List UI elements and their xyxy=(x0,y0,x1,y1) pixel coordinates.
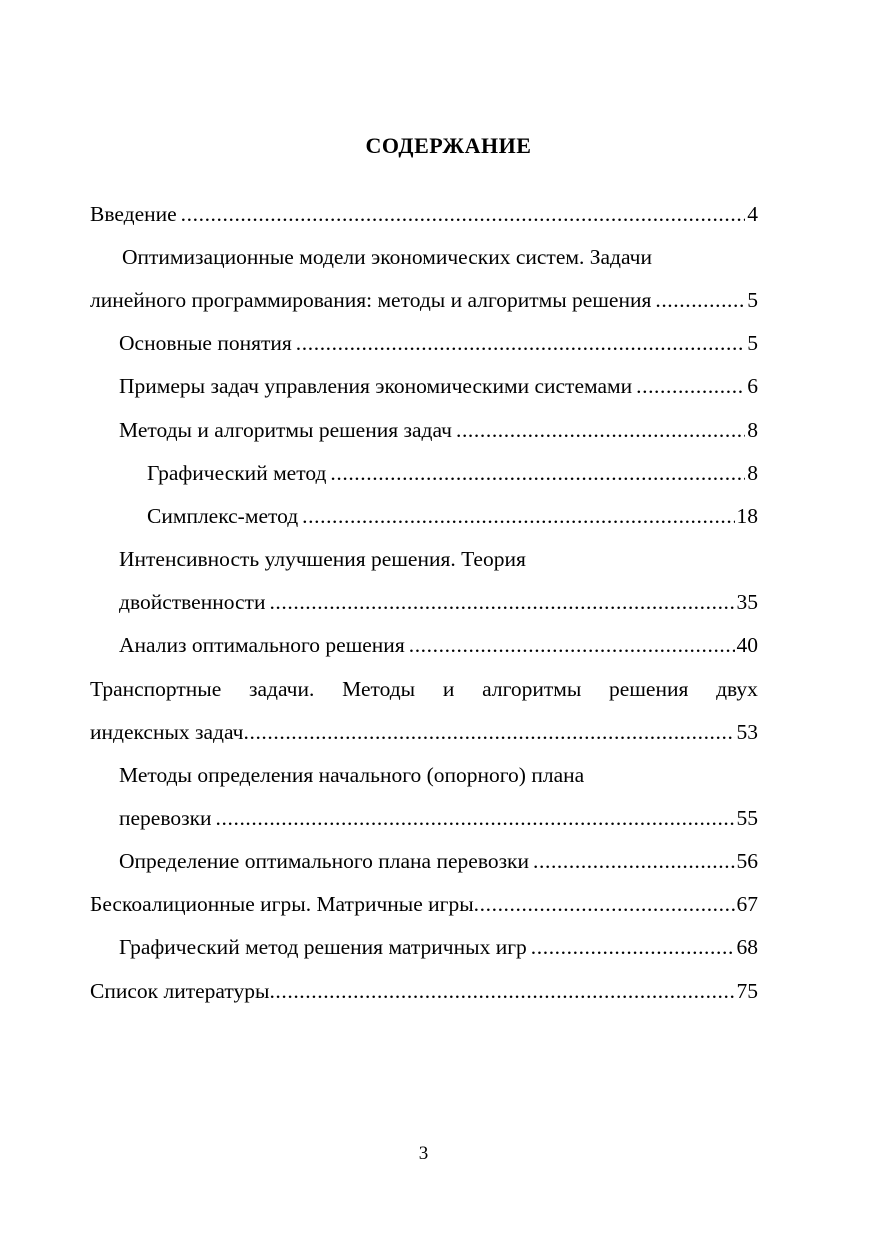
dot-leader xyxy=(533,846,734,876)
toc-entry-optimal-plan[interactable] xyxy=(119,846,758,876)
toc-entry-text: Симплекс-метод xyxy=(147,504,299,528)
page-number: 3 xyxy=(418,1143,429,1164)
dot-leader xyxy=(244,717,735,747)
toc-entry-text: перевозки xyxy=(119,806,212,830)
toc-entry-page: 18 xyxy=(736,504,758,528)
toc-entry-text: Список литературы xyxy=(90,979,270,1003)
toc-word: задачи. xyxy=(249,677,315,701)
toc-entry-page: 6 xyxy=(747,374,758,398)
toc-entry-optimization-line1[interactable] xyxy=(122,242,652,272)
dot-leader xyxy=(456,415,745,445)
toc-entry-page: 56 xyxy=(736,849,758,873)
dot-leader xyxy=(474,889,735,919)
toc-entry-text: Оптимизационные модели экономических систем. Задачи xyxy=(122,245,652,269)
toc-entry-references[interactable] xyxy=(90,976,758,1006)
page-title: СОДЕРЖАНИЕ xyxy=(365,133,532,158)
dot-leader xyxy=(636,371,745,401)
toc-entry-text: Примеры задач управления экономическими системами xyxy=(119,374,633,398)
dot-leader xyxy=(302,501,734,531)
toc-entry-page: 8 xyxy=(747,418,758,442)
toc-word: Транспортные xyxy=(90,677,222,701)
toc-entry-noncooperative-games[interactable] xyxy=(90,889,758,919)
toc-entry-page: 75 xyxy=(736,979,758,1003)
dot-leader xyxy=(655,285,745,315)
toc-entry-text: Анализ оптимального решения xyxy=(119,633,405,657)
toc-entry-transport-line2[interactable] xyxy=(90,717,758,747)
toc-entry-page: 5 xyxy=(747,331,758,355)
toc-word: Методы xyxy=(342,677,416,701)
toc-entry-text: двойственности xyxy=(119,590,266,614)
toc-entry-examples[interactable] xyxy=(119,371,758,401)
toc-entry-page: 8 xyxy=(747,461,758,485)
toc-entry-initial-plan-line1[interactable] xyxy=(119,760,584,790)
toc-entry-optimal-analysis[interactable] xyxy=(119,630,758,660)
toc-entry-transport-line1[interactable] xyxy=(90,674,758,704)
dot-leader xyxy=(330,458,745,488)
toc-entry-page: 4 xyxy=(747,202,758,226)
dot-leader xyxy=(269,976,734,1006)
toc-word: алгоритмы xyxy=(482,677,582,701)
toc-entry-optimization-line2[interactable] xyxy=(90,285,758,315)
toc-entry-text: Введение xyxy=(90,202,177,226)
toc-entry-basic-concepts[interactable] xyxy=(119,328,758,358)
toc-entry-text: индексных задач xyxy=(90,720,244,744)
dot-leader xyxy=(269,587,734,617)
toc-entry-methods[interactable] xyxy=(119,415,758,445)
toc-entry-duality-line1[interactable] xyxy=(119,544,526,574)
toc-word: и xyxy=(442,677,455,701)
toc-word: решения xyxy=(609,677,689,701)
dot-leader xyxy=(409,630,735,660)
toc-entry-page: 55 xyxy=(736,806,758,830)
dot-leader xyxy=(296,328,745,358)
toc-entry-page: 68 xyxy=(736,935,758,959)
toc-entry-text: Методы определения начального (опорного) плана xyxy=(119,763,585,787)
toc-entry-text: Бескоалиционные игры. Матричные игры xyxy=(90,892,474,916)
toc-entry-simplex-method[interactable] xyxy=(147,501,758,531)
toc-entry-text: линейного программирования: методы и алгоритмы решения xyxy=(90,288,652,312)
toc-entry-page: 67 xyxy=(736,892,758,916)
toc-entry-page: 53 xyxy=(736,720,758,744)
toc-entry-matrix-games-graphical[interactable] xyxy=(119,932,758,962)
toc-entry-page: 40 xyxy=(736,633,758,657)
toc-entry-introduction[interactable] xyxy=(90,199,758,229)
toc-entry-text: Основные понятия xyxy=(119,331,292,355)
toc-entry-text: Интенсивность улучшения решения. Теория xyxy=(119,547,526,571)
dot-leader xyxy=(216,803,735,833)
toc-entry-text: Определение оптимального плана перевозки xyxy=(119,849,530,873)
toc-entry-page: 5 xyxy=(747,288,758,312)
toc-entry-duality-line2[interactable] xyxy=(119,587,758,617)
toc-entry-graphical-method[interactable] xyxy=(147,458,758,488)
dot-leader xyxy=(531,932,735,962)
toc-entry-initial-plan-line2[interactable] xyxy=(119,803,758,833)
toc-entry-text: Графический метод решения матричных игр xyxy=(119,935,527,959)
toc-entry-text: Методы и алгоритмы решения задач xyxy=(119,418,452,442)
toc-word: двух xyxy=(716,677,758,701)
dot-leader xyxy=(181,199,746,229)
toc-entry-page: 35 xyxy=(736,590,758,614)
toc-entry-text: Графический метод xyxy=(147,461,327,485)
